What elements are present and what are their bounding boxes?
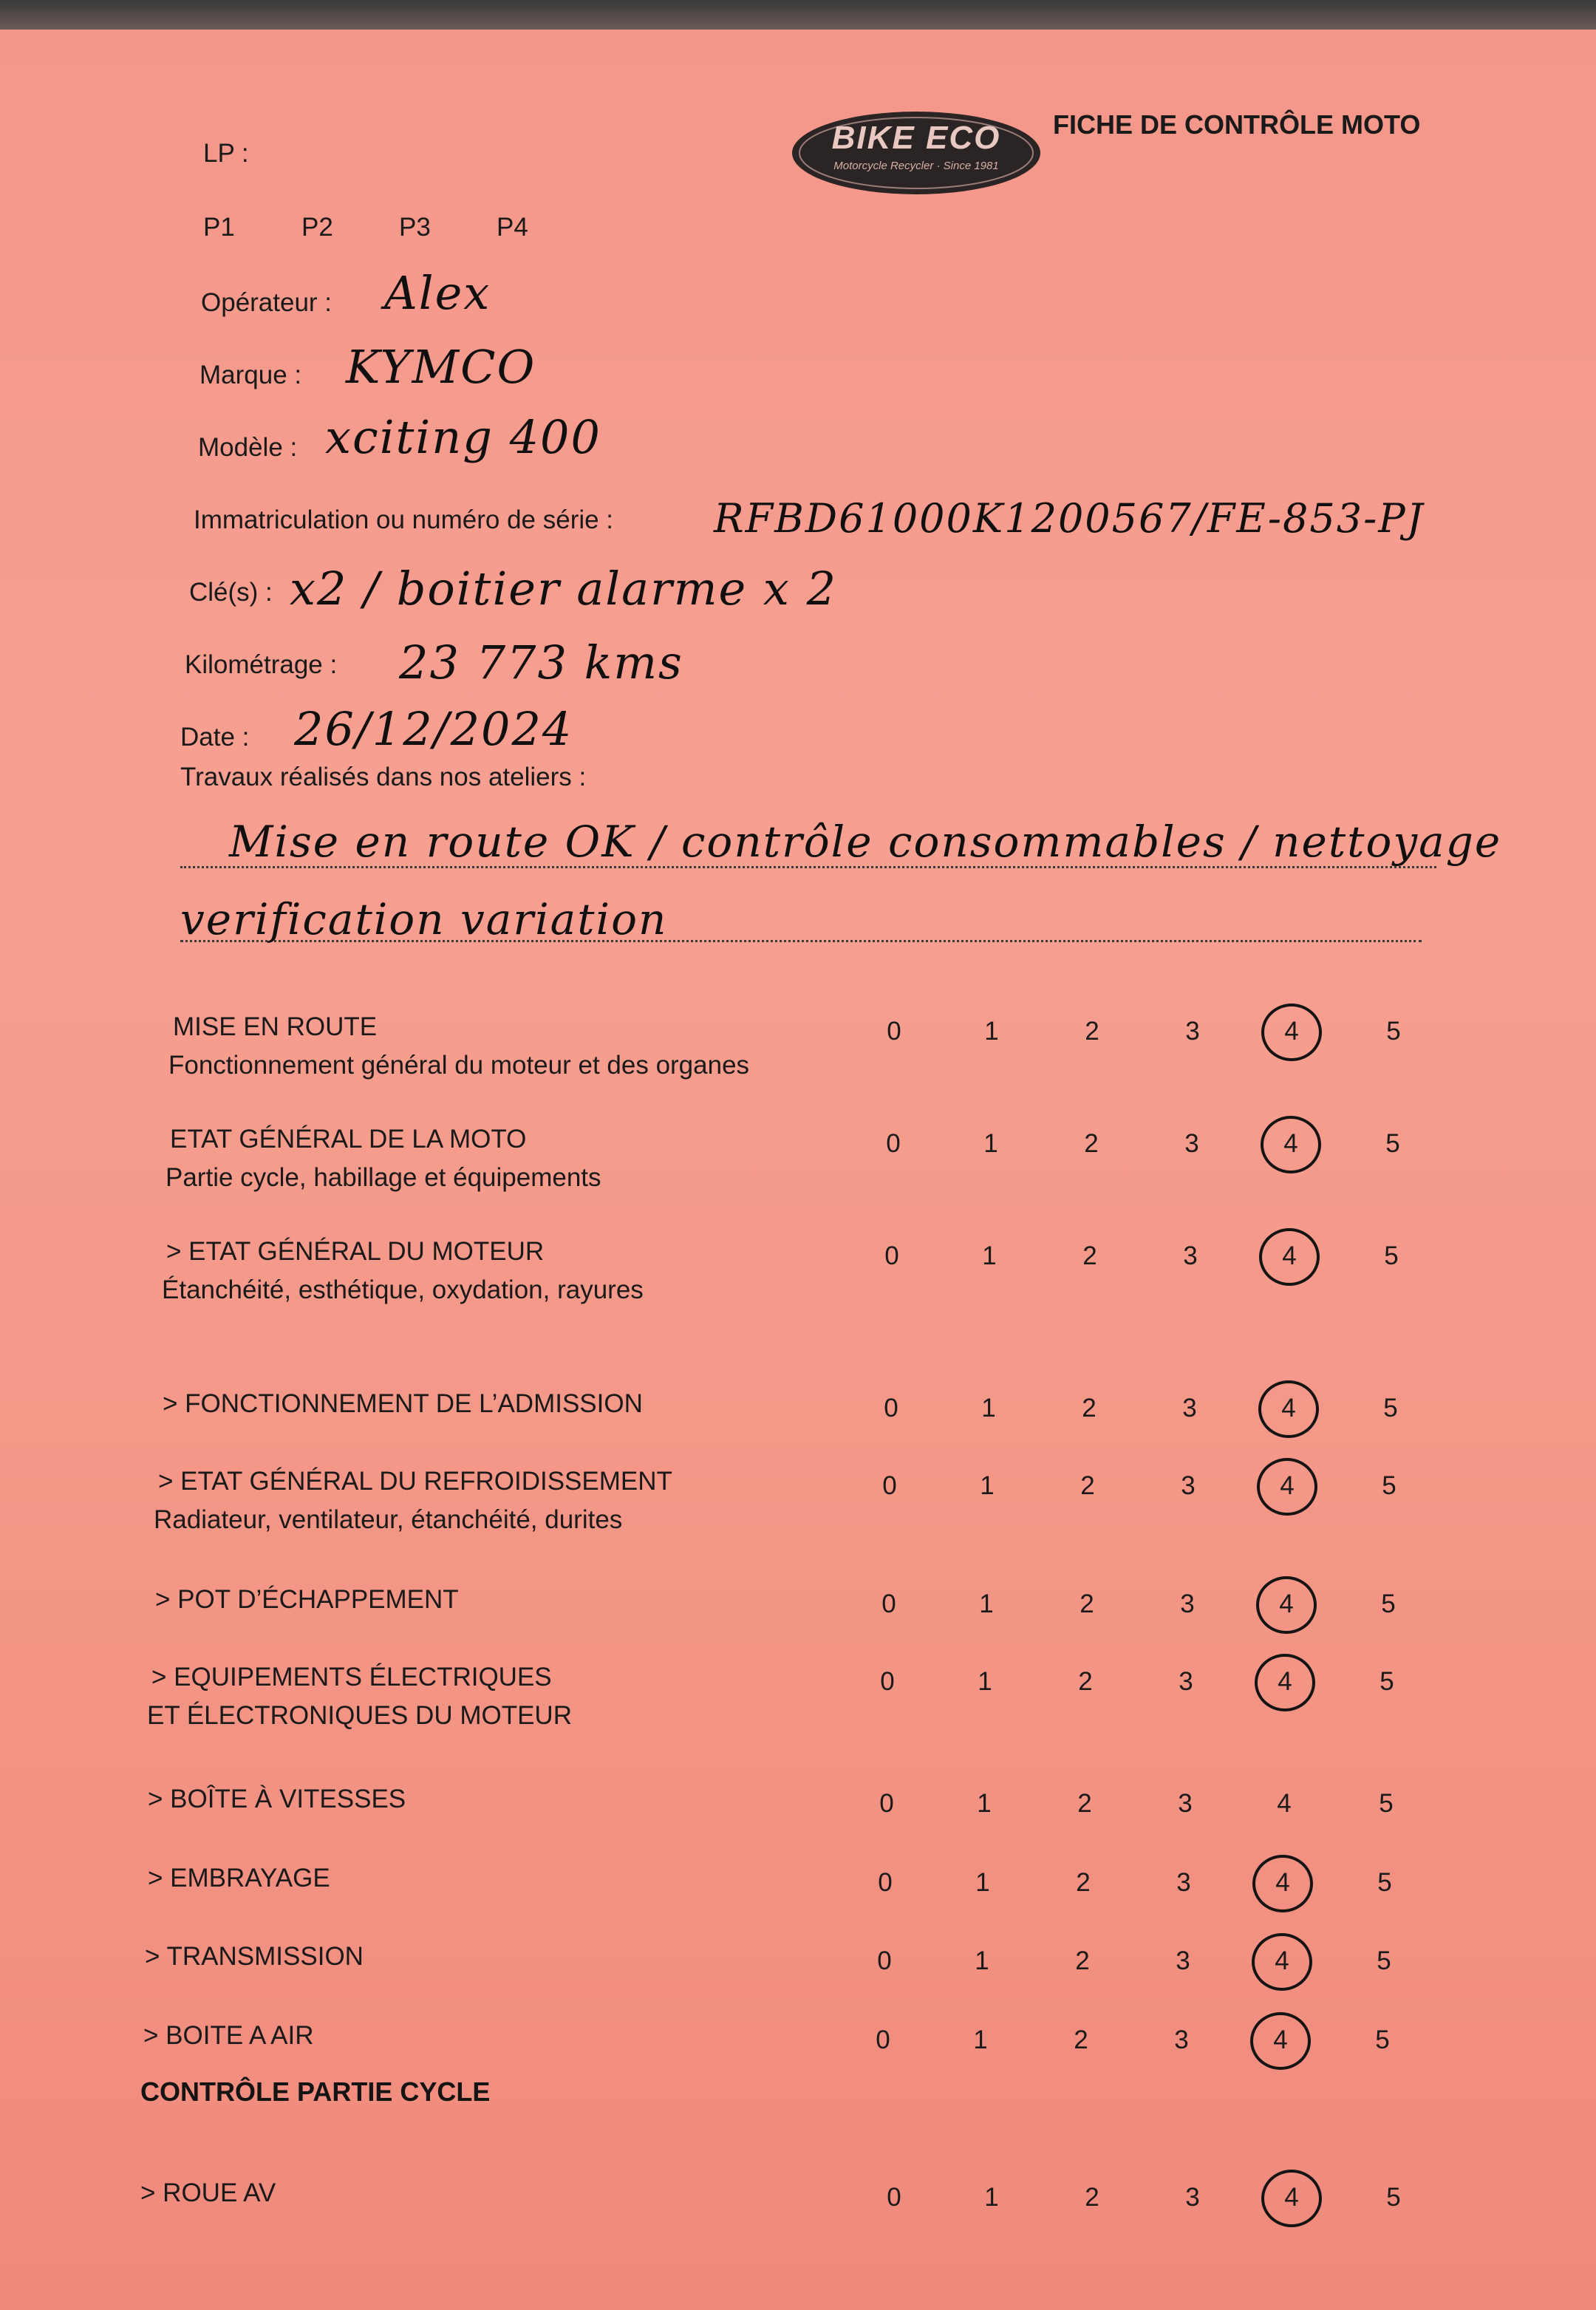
rating-row-1-score-4[interactable]: 4 [1283, 1129, 1298, 1158]
rating-row-7-score-1[interactable]: 1 [977, 1789, 992, 1818]
rating-row-5-score-4[interactable]: 4 [1279, 1590, 1294, 1618]
keys-label: Clé(s) : [189, 578, 273, 607]
position-p1: P1 [203, 213, 235, 242]
rating-row-7-score-4[interactable]: 4 [1277, 1789, 1292, 1818]
rating-row-4-score-5[interactable]: 5 [1382, 1471, 1396, 1500]
rating-row-1-score-5[interactable]: 5 [1385, 1129, 1400, 1158]
rating-row-8-score-5[interactable]: 5 [1377, 1868, 1392, 1897]
rating-row-7-score-0[interactable]: 0 [879, 1789, 894, 1818]
rating-row-subtitle-6: ET ÉLECTRONIQUES DU MOTEUR [147, 1701, 572, 1730]
rating-row-5-rating-circle [1256, 1576, 1317, 1634]
rating-row-9-score-0[interactable]: 0 [877, 1946, 892, 1975]
rating-row-7-score-3[interactable]: 3 [1178, 1789, 1193, 1818]
control-sheet [0, 22, 1596, 2310]
cycle-section-title: CONTRÔLE PARTIE CYCLE [140, 2076, 491, 2107]
rating-row-4-score-1[interactable]: 1 [980, 1471, 995, 1500]
rating-row-9-score-3[interactable]: 3 [1176, 1946, 1190, 1975]
rating-row-0-rating-circle [1261, 1004, 1322, 1061]
rating-row-9-score-2[interactable]: 2 [1075, 1946, 1090, 1975]
logo-subtext: Motorcycle Recycler · Since 1981 [833, 160, 999, 172]
registration-label: Immatriculation ou numéro de série : [194, 505, 614, 534]
rating-row-3-score-2[interactable]: 2 [1082, 1394, 1097, 1423]
position-p2: P2 [301, 213, 333, 242]
rating-row-9-rating-circle [1252, 1933, 1312, 1991]
rating-row-title-10: > BOITE A AIR [143, 2021, 314, 2050]
rating-row-6-score-0[interactable]: 0 [880, 1667, 895, 1696]
rating-row-6-score-4[interactable]: 4 [1278, 1667, 1292, 1696]
logo-text-block [791, 109, 1042, 197]
rating-row-10-score-3[interactable]: 3 [1174, 2025, 1189, 2054]
rating-row-title-0: MISE EN ROUTE [173, 1012, 378, 1041]
rating-row-subtitle-1: Partie cycle, habillage et équipements [166, 1163, 601, 1192]
rating-row-2-score-5[interactable]: 5 [1384, 1241, 1399, 1270]
rating-row-0-score-4[interactable]: 4 [1284, 1017, 1299, 1046]
rating-row-0-score-5[interactable]: 5 [1386, 1017, 1401, 1046]
rating-row-6-score-2[interactable]: 2 [1078, 1667, 1093, 1696]
rating-row-3-score-4[interactable]: 4 [1281, 1394, 1296, 1423]
rating-row-1-score-2[interactable]: 2 [1084, 1129, 1099, 1158]
rating-row-5-score-1[interactable]: 1 [979, 1590, 994, 1618]
date-value: 26/12/2024 [294, 702, 573, 756]
rating-row-9-score-4[interactable]: 4 [1275, 1946, 1289, 1975]
rating-row-8-rating-circle [1252, 1855, 1313, 1912]
rating-row-6-score-5[interactable]: 5 [1380, 1667, 1394, 1696]
rating-row-title-4: > ETAT GÉNÉRAL DU REFROIDISSEMENT [158, 1467, 672, 1496]
rating-row-0-score-3[interactable]: 3 [1185, 1017, 1200, 1046]
cycle-row-0-score-4[interactable]: 4 [1284, 2183, 1299, 2212]
rating-row-4-score-0[interactable]: 0 [882, 1471, 897, 1500]
cycle-row-0-score-1[interactable]: 1 [984, 2183, 999, 2212]
rating-row-6-score-1[interactable]: 1 [978, 1667, 992, 1696]
registration-value: RFBD61000K1200567/FE-853-PJ [714, 495, 1425, 542]
rating-row-title-3: > FONCTIONNEMENT DE L’ADMISSION [163, 1389, 643, 1418]
rating-row-0-score-1[interactable]: 1 [984, 1017, 999, 1046]
operator-label: Opérateur : [201, 288, 332, 317]
rating-row-9-score-5[interactable]: 5 [1377, 1946, 1391, 1975]
rating-row-3-score-1[interactable]: 1 [981, 1394, 996, 1423]
rating-row-7-score-5[interactable]: 5 [1379, 1789, 1394, 1818]
rating-row-8-score-4[interactable]: 4 [1275, 1868, 1290, 1897]
rating-row-10-rating-circle [1250, 2012, 1311, 2070]
rating-row-3-rating-circle [1258, 1380, 1319, 1438]
rating-row-8-score-1[interactable]: 1 [975, 1868, 990, 1897]
cycle-row-0-score-3[interactable]: 3 [1185, 2183, 1200, 2212]
mileage-label: Kilométrage : [185, 650, 338, 679]
rating-row-0-score-2[interactable]: 2 [1085, 1017, 1099, 1046]
rating-row-title-1: ETAT GÉNÉRAL DE LA MOTO [170, 1125, 527, 1154]
rating-row-6-rating-circle [1255, 1654, 1315, 1711]
lp-label: LP : [203, 139, 249, 168]
rating-row-4-rating-circle [1257, 1458, 1317, 1516]
position-p4: P4 [497, 213, 528, 242]
cycle-row-0-score-0[interactable]: 0 [887, 2183, 901, 2212]
rating-row-5-score-3[interactable]: 3 [1180, 1590, 1195, 1618]
rating-row-title-9: > TRANSMISSION [145, 1942, 364, 1971]
rating-row-5-score-5[interactable]: 5 [1381, 1590, 1396, 1618]
rating-row-0-score-0[interactable]: 0 [887, 1017, 901, 1046]
rating-row-1-rating-circle [1261, 1116, 1321, 1173]
model-label: Modèle : [198, 433, 298, 462]
rating-row-title-2: > ETAT GÉNÉRAL DU MOTEUR [166, 1237, 545, 1266]
rating-row-4-score-4[interactable]: 4 [1280, 1471, 1295, 1500]
sheet-title: FICHE DE CONTRÔLE MOTO [1053, 109, 1421, 140]
rating-row-10-score-2[interactable]: 2 [1074, 2025, 1088, 2054]
cycle-row-0-score-2[interactable]: 2 [1085, 2183, 1099, 2212]
rating-row-2-score-0[interactable]: 0 [884, 1241, 899, 1270]
cycle-row-0-score-5[interactable]: 5 [1386, 2183, 1401, 2212]
rating-row-1-score-0[interactable]: 0 [886, 1129, 901, 1158]
rating-row-10-score-4[interactable]: 4 [1273, 2025, 1288, 2054]
brand-label: Marque : [200, 361, 302, 389]
rating-row-10-score-5[interactable]: 5 [1375, 2025, 1390, 2054]
operator-value: Alex [384, 266, 491, 320]
works-text-1: Mise en route OK / contrôle consommables / nettoyage [229, 817, 1502, 867]
rating-row-5-score-0[interactable]: 0 [881, 1590, 896, 1618]
rating-row-2-rating-circle [1259, 1228, 1320, 1286]
rating-row-3-score-0[interactable]: 0 [884, 1394, 898, 1423]
rating-row-subtitle-4: Radiateur, ventilateur, étanchéité, durites [154, 1505, 623, 1534]
rating-row-subtitle-2: Étanchéité, esthétique, oxydation, rayures [162, 1275, 644, 1304]
rating-row-8-score-3[interactable]: 3 [1176, 1868, 1191, 1897]
works-text-2: verification variation [180, 894, 668, 944]
rating-row-8-score-0[interactable]: 0 [878, 1868, 893, 1897]
rating-row-2-score-4[interactable]: 4 [1282, 1241, 1297, 1270]
rating-row-2-score-3[interactable]: 3 [1183, 1241, 1198, 1270]
rating-row-4-score-2[interactable]: 2 [1080, 1471, 1095, 1500]
cycle-row-title-0: > ROUE AV [140, 2178, 276, 2207]
rating-row-7-score-2[interactable]: 2 [1077, 1789, 1092, 1818]
rating-row-title-7: > BOÎTE À VITESSES [148, 1785, 406, 1813]
rating-row-2-score-2[interactable]: 2 [1082, 1241, 1097, 1270]
position-p3: P3 [399, 213, 431, 242]
rating-row-5-score-2[interactable]: 2 [1080, 1590, 1094, 1618]
rating-row-4-score-3[interactable]: 3 [1181, 1471, 1196, 1500]
rating-row-title-8: > EMBRAYAGE [148, 1864, 330, 1892]
rating-row-2-score-1[interactable]: 1 [982, 1241, 997, 1270]
rating-row-title-5: > POT D’ÉCHAPPEMENT [155, 1585, 459, 1614]
cycle-row-0-rating-circle [1261, 2170, 1322, 2227]
rating-row-9-score-1[interactable]: 1 [975, 1946, 989, 1975]
mileage-value: 23 773 kms [399, 636, 683, 689]
rating-row-3-score-3[interactable]: 3 [1182, 1394, 1197, 1423]
brand-value: KYMCO [346, 340, 536, 394]
rating-row-10-score-0[interactable]: 0 [876, 2025, 890, 2054]
rating-row-1-score-1[interactable]: 1 [983, 1129, 998, 1158]
rating-row-3-score-5[interactable]: 5 [1383, 1394, 1398, 1423]
rating-row-title-6: > EQUIPEMENTS ÉLECTRIQUES [151, 1663, 552, 1691]
rating-row-6-score-3[interactable]: 3 [1179, 1667, 1193, 1696]
model-value: xciting 400 [325, 410, 601, 464]
rating-row-8-score-2[interactable]: 2 [1076, 1868, 1091, 1897]
date-label: Date : [180, 723, 250, 752]
rating-row-subtitle-0: Fonctionnement général du moteur et des organes [168, 1051, 750, 1080]
keys-value: x2 / boitier alarme x 2 [290, 562, 838, 616]
rating-row-10-score-1[interactable]: 1 [973, 2025, 988, 2054]
works-label: Travaux réalisés dans nos ateliers : [180, 763, 587, 791]
rating-row-1-score-3[interactable]: 3 [1184, 1129, 1199, 1158]
logo-text: BIKE ECO [831, 120, 1001, 156]
